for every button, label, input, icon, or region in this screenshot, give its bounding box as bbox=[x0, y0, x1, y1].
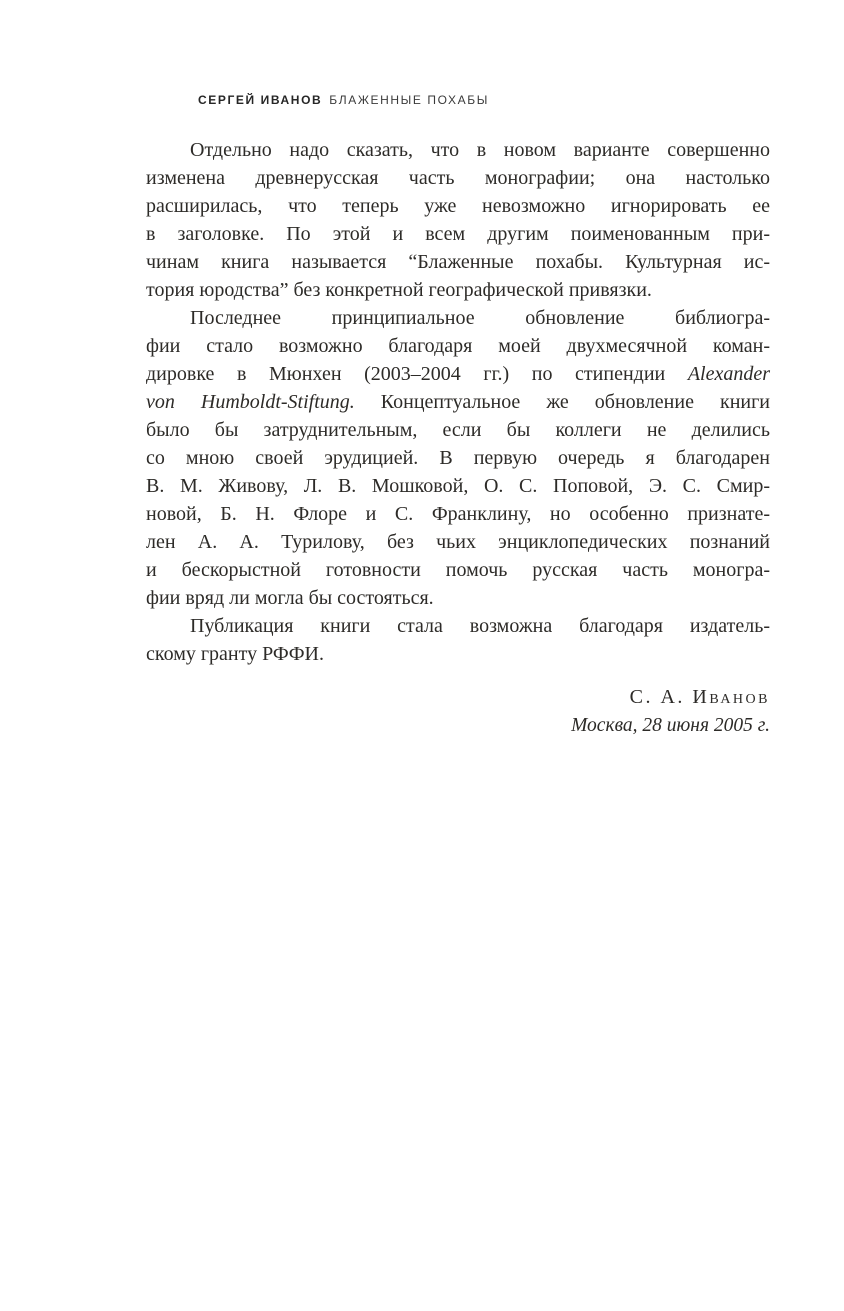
italic-text-segment: Alexander bbox=[687, 363, 770, 385]
paragraph-2-line-11 bbox=[146, 584, 770, 612]
italic-text-segment: von Humboldt-Stiftung. bbox=[146, 391, 355, 413]
paragraph-2-line-9 bbox=[146, 528, 770, 556]
paragraph-3-line-2 bbox=[146, 640, 770, 668]
text-segment: чинам книга называется “Блаженные похабы. Культурная ис- bbox=[146, 251, 770, 273]
text-segment: и бескорыстной готовности помочь русская часть моногра- bbox=[146, 559, 770, 581]
text-segment: изменена древнерусская часть монографии; она настолько bbox=[146, 167, 770, 189]
paragraph-2-line-2 bbox=[146, 332, 770, 360]
paragraph-2-line-4 bbox=[146, 388, 770, 416]
paragraph-1-line-1 bbox=[146, 136, 770, 164]
text-segment: было бы затруднительным, если бы коллеги не делились bbox=[146, 419, 770, 441]
text-segment: новой, Б. Н. Флоре и С. Франклину, но особенно признате- bbox=[146, 503, 770, 525]
paragraph-1-line-2 bbox=[146, 164, 770, 192]
text-segment: Последнее принципиальное обновление библиогра- bbox=[190, 307, 770, 329]
paragraph-1-line-3 bbox=[146, 192, 770, 220]
text-segment: расширилась, что теперь уже невозможно игнорировать ее bbox=[146, 195, 770, 217]
paragraph-3-line-1 bbox=[146, 612, 770, 640]
body-text bbox=[146, 136, 770, 668]
paragraph-1-line-6 bbox=[146, 276, 770, 304]
paragraph-2-line-10 bbox=[146, 556, 770, 584]
text-segment: в заголовке. По этой и всем другим поименованным при- bbox=[146, 223, 770, 245]
text-segment: скому гранту РФФИ. bbox=[146, 643, 324, 665]
paragraph-2-line-7 bbox=[146, 472, 770, 500]
header-book-title: БЛАЖЕННЫЕ ПОХАБЫ bbox=[329, 93, 489, 107]
text-segment: В. М. Живову, Л. В. Мошковой, О. С. Поповой, Э. С. Смир- bbox=[146, 475, 770, 497]
text-segment: Отдельно надо сказать, что в новом варианте совершенно bbox=[190, 139, 770, 161]
header-author: СЕРГЕЙ ИВАНОВ bbox=[198, 93, 323, 107]
paragraph-1-line-5 bbox=[146, 248, 770, 276]
text-segment: дировке в Мюнхен (2003–2004 гг.) по стипендии bbox=[146, 363, 688, 385]
signature-block bbox=[571, 684, 770, 739]
text-segment: лен А. А. Турилову, без чьих энциклопедических познаний bbox=[146, 531, 770, 553]
signature-date: Москва, 28 июня 2005 г. bbox=[571, 715, 770, 736]
paragraph-1-line-4 bbox=[146, 220, 770, 248]
paragraph-2-line-3 bbox=[146, 360, 770, 388]
paragraph-2-line-1 bbox=[146, 304, 770, 332]
text-segment: тория юродства” без конкретной географической привязки. bbox=[146, 279, 652, 301]
signature-name: С. А. Иванов bbox=[629, 686, 770, 708]
paragraph-2-line-8 bbox=[146, 500, 770, 528]
text-segment: со мною своей эрудицией. В первую очередь я благодарен bbox=[146, 447, 770, 469]
text-segment: фии стало возможно благодаря моей двухмесячной коман- bbox=[146, 335, 770, 357]
paragraph-2-line-5 bbox=[146, 416, 770, 444]
paragraph-2-line-6 bbox=[146, 444, 770, 472]
text-segment: Публикация книги стала возможна благодаря издатель- bbox=[190, 615, 770, 637]
text-segment: фии вряд ли могла бы состояться. bbox=[146, 587, 434, 609]
running-header bbox=[198, 93, 489, 107]
text-segment: Концептуальное же обновление книги bbox=[354, 391, 771, 413]
